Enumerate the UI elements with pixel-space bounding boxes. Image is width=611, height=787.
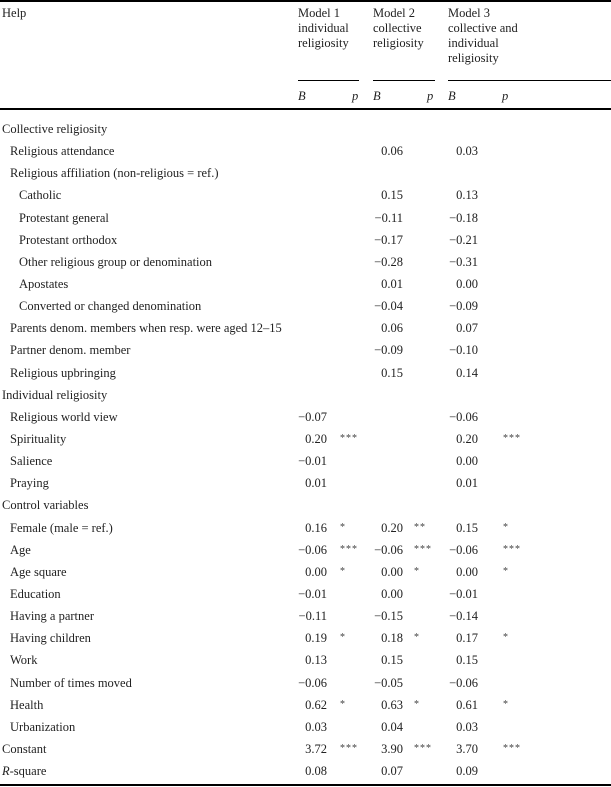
row-label: Spirituality <box>10 431 67 446</box>
model-3-coef: 0.15 <box>456 653 478 668</box>
row-label: Religious affiliation (non-religious = ref.) <box>10 166 219 181</box>
model-1-line2: individual <box>298 21 349 35</box>
model-1-coef: 0.03 <box>305 719 327 734</box>
model-2-coef: 0.15 <box>381 365 403 380</box>
model-3-line2: collective and <box>448 21 518 35</box>
model-2-coef: 3.90 <box>381 741 403 756</box>
table-row <box>0 472 611 494</box>
table-row <box>0 561 611 583</box>
model-1-coef: 0.00 <box>305 564 327 579</box>
model-3-coef: 0.61 <box>456 697 478 712</box>
model-3-coef: −0.10 <box>449 343 478 358</box>
row-label <box>2 760 46 782</box>
row-label: Number of times moved <box>10 675 132 690</box>
row-label: Salience <box>10 454 53 469</box>
row-label: Age <box>10 542 31 557</box>
model-3-sig: *** <box>503 432 521 444</box>
model-3-coef: 0.14 <box>456 365 478 380</box>
table-row <box>0 339 611 361</box>
model-3-coef: −0.06 <box>449 542 478 557</box>
model-2-line2: collective <box>373 21 422 35</box>
model-3-coef: −0.18 <box>449 210 478 225</box>
model-1-coef: −0.01 <box>298 586 327 601</box>
row-label: Constant <box>2 741 47 756</box>
table-row <box>0 273 611 295</box>
row-label: Work <box>10 653 38 668</box>
model-1-underline <box>298 80 359 81</box>
model-1-coef: 0.20 <box>305 431 327 446</box>
model-3-coef: 0.07 <box>456 321 478 336</box>
table-row <box>0 627 611 649</box>
table-row <box>0 517 611 539</box>
model-3-coef: 0.20 <box>456 431 478 446</box>
header-row-label: Help <box>2 6 27 20</box>
model-2-coef: −0.04 <box>374 299 403 314</box>
row-label: Converted or changed denomination <box>19 299 202 314</box>
model-3-coef: 0.00 <box>456 454 478 469</box>
model-3-coef: 0.13 <box>456 188 478 203</box>
table-row <box>0 362 611 384</box>
model-2-p-header: p <box>427 89 434 103</box>
model-2-coef: 0.00 <box>381 586 403 601</box>
table-row <box>0 428 611 450</box>
model-1-sig: *** <box>340 742 358 754</box>
model-2-coef: 0.18 <box>381 631 403 646</box>
table-row <box>0 207 611 229</box>
row-label: Individual religiosity <box>2 387 108 402</box>
table-row <box>0 494 611 516</box>
model-3-sig: * <box>503 565 509 577</box>
row-label-italic-part: R <box>2 764 10 779</box>
model-2-coef: −0.15 <box>374 609 403 624</box>
table-row <box>0 229 611 251</box>
model-2-sig: * <box>414 632 420 644</box>
model-2-sig: * <box>414 698 420 710</box>
model-2-line3: religiosity <box>373 36 424 50</box>
model-3-sig: * <box>503 521 509 533</box>
row-label: Praying <box>10 476 49 491</box>
table-bottom-rule <box>0 784 611 786</box>
header-bottom-rule <box>0 108 611 110</box>
model-1-sig: * <box>340 565 346 577</box>
model-3-coef: 0.15 <box>456 520 478 535</box>
model-3-coef: 0.00 <box>456 276 478 291</box>
model-1-coef: 0.08 <box>305 764 327 779</box>
model-3-underline <box>448 80 611 81</box>
model-3-sig: *** <box>503 742 521 754</box>
model-3-coef: −0.06 <box>449 409 478 424</box>
model-2-coef: 0.20 <box>381 520 403 535</box>
table-row <box>0 694 611 716</box>
table-row <box>0 716 611 738</box>
row-label: Other religious group or denomination <box>19 254 213 269</box>
model-1-coef: −0.06 <box>298 542 327 557</box>
model-2-title: Model 2 <box>373 6 416 20</box>
row-label: Apostates <box>19 276 69 291</box>
row-label: Having a partner <box>10 609 94 624</box>
row-label: Parents denom. members when resp. were aged 12–15 <box>10 321 282 336</box>
row-label: Protestant general <box>19 210 109 225</box>
model-1-coef: −0.01 <box>298 454 327 469</box>
table-row <box>0 140 611 162</box>
model-3-coef: 0.00 <box>456 564 478 579</box>
model-2-sig: ** <box>414 521 426 533</box>
table-row <box>0 672 611 694</box>
row-label: Religious attendance <box>10 144 115 159</box>
model-2-coef: −0.28 <box>374 254 403 269</box>
table-row <box>0 251 611 273</box>
model-2-coef: 0.00 <box>381 564 403 579</box>
model-2-coef: −0.06 <box>374 542 403 557</box>
model-3-coef: 0.17 <box>456 631 478 646</box>
model-2-coef: 0.07 <box>381 764 403 779</box>
model-2-coef: 0.15 <box>381 188 403 203</box>
table-row <box>0 539 611 561</box>
model-1-coef: −0.11 <box>298 609 327 624</box>
table-row <box>0 317 611 339</box>
row-label: Control variables <box>2 498 89 513</box>
model-1-coef: −0.07 <box>298 409 327 424</box>
row-label: Protestant orthodox <box>19 232 118 247</box>
table-row <box>0 162 611 184</box>
model-3-coef: −0.06 <box>449 675 478 690</box>
table-row <box>0 295 611 317</box>
model-3-coef: −0.14 <box>449 609 478 624</box>
model-3-coef: −0.01 <box>449 586 478 601</box>
model-2-coef: 0.04 <box>381 719 403 734</box>
table-row <box>0 649 611 671</box>
table-row <box>0 583 611 605</box>
model-2-coef: 0.06 <box>381 144 403 159</box>
table-row <box>0 184 611 206</box>
model-2-coef: 0.06 <box>381 321 403 336</box>
model-2-sig: *** <box>414 543 432 555</box>
model-3-coef: −0.31 <box>449 254 478 269</box>
model-3-title: Model 3 <box>448 6 491 20</box>
model-2-coef: −0.09 <box>374 343 403 358</box>
model-3-coef: −0.21 <box>449 232 478 247</box>
model-2-header <box>373 6 424 51</box>
model-3-coef: 3.70 <box>456 741 478 756</box>
model-2-coef: −0.05 <box>374 675 403 690</box>
row-label: Education <box>10 586 61 601</box>
model-1-coef: 0.01 <box>305 476 327 491</box>
model-2-coef: 0.15 <box>381 653 403 668</box>
model-1-sig: *** <box>340 543 358 555</box>
model-1-coef: 3.72 <box>305 741 327 756</box>
table-row <box>0 118 611 140</box>
model-3-p-header: p <box>502 89 509 103</box>
model-1-title: Model 1 <box>298 6 341 20</box>
model-3-coef: −0.09 <box>449 299 478 314</box>
model-1-line3: religiosity <box>298 36 349 50</box>
table-row <box>0 605 611 627</box>
row-label: Urbanization <box>10 719 76 734</box>
table-row <box>0 384 611 406</box>
model-3-b-header: B <box>448 89 456 103</box>
table-row <box>0 450 611 472</box>
model-2-underline <box>373 80 435 81</box>
model-1-sig: * <box>340 632 346 644</box>
model-3-coef: 0.01 <box>456 476 478 491</box>
row-label: Partner denom. member <box>10 343 131 358</box>
row-label: Female (male = ref.) <box>10 520 113 535</box>
model-2-coef: −0.11 <box>374 210 403 225</box>
table-row <box>0 406 611 428</box>
model-1-coef: 0.19 <box>305 631 327 646</box>
model-1-coef: 0.13 <box>305 653 327 668</box>
model-3-sig: * <box>503 698 509 710</box>
model-1-sig: *** <box>340 432 358 444</box>
row-label: Age square <box>10 564 67 579</box>
row-label: Having children <box>10 631 91 646</box>
model-2-sig: *** <box>414 742 432 754</box>
table-row <box>0 738 611 760</box>
model-1-coef: 0.62 <box>305 697 327 712</box>
model-1-b-header: B <box>298 89 306 103</box>
model-3-header <box>448 6 518 66</box>
model-1-p-header: p <box>352 89 359 103</box>
model-2-coef: −0.17 <box>374 232 403 247</box>
row-label: Collective religiosity <box>2 122 108 136</box>
model-1-header <box>298 6 349 51</box>
model-1-sig: * <box>340 698 346 710</box>
row-label: Catholic <box>19 188 62 203</box>
row-label: Religious world view <box>10 409 118 424</box>
model-3-sig: * <box>503 632 509 644</box>
model-1-coef: −0.06 <box>298 675 327 690</box>
row-label-text: -square <box>9 764 47 779</box>
model-3-coef: 0.03 <box>456 719 478 734</box>
model-3-coef: 0.03 <box>456 144 478 159</box>
row-label: Religious upbringing <box>10 365 116 380</box>
model-2-b-header: B <box>373 89 381 103</box>
model-2-sig: * <box>414 565 420 577</box>
table-top-rule <box>0 0 611 2</box>
model-3-sig: *** <box>503 543 521 555</box>
model-1-sig: * <box>340 521 346 533</box>
model-2-coef: 0.63 <box>381 697 403 712</box>
model-3-line4: religiosity <box>448 51 499 65</box>
model-1-coef: 0.16 <box>305 520 327 535</box>
model-3-coef: 0.09 <box>456 764 478 779</box>
model-2-coef: 0.01 <box>381 276 403 291</box>
table-row <box>0 760 611 782</box>
model-3-line3: individual <box>448 36 499 50</box>
row-label: Health <box>10 697 44 712</box>
